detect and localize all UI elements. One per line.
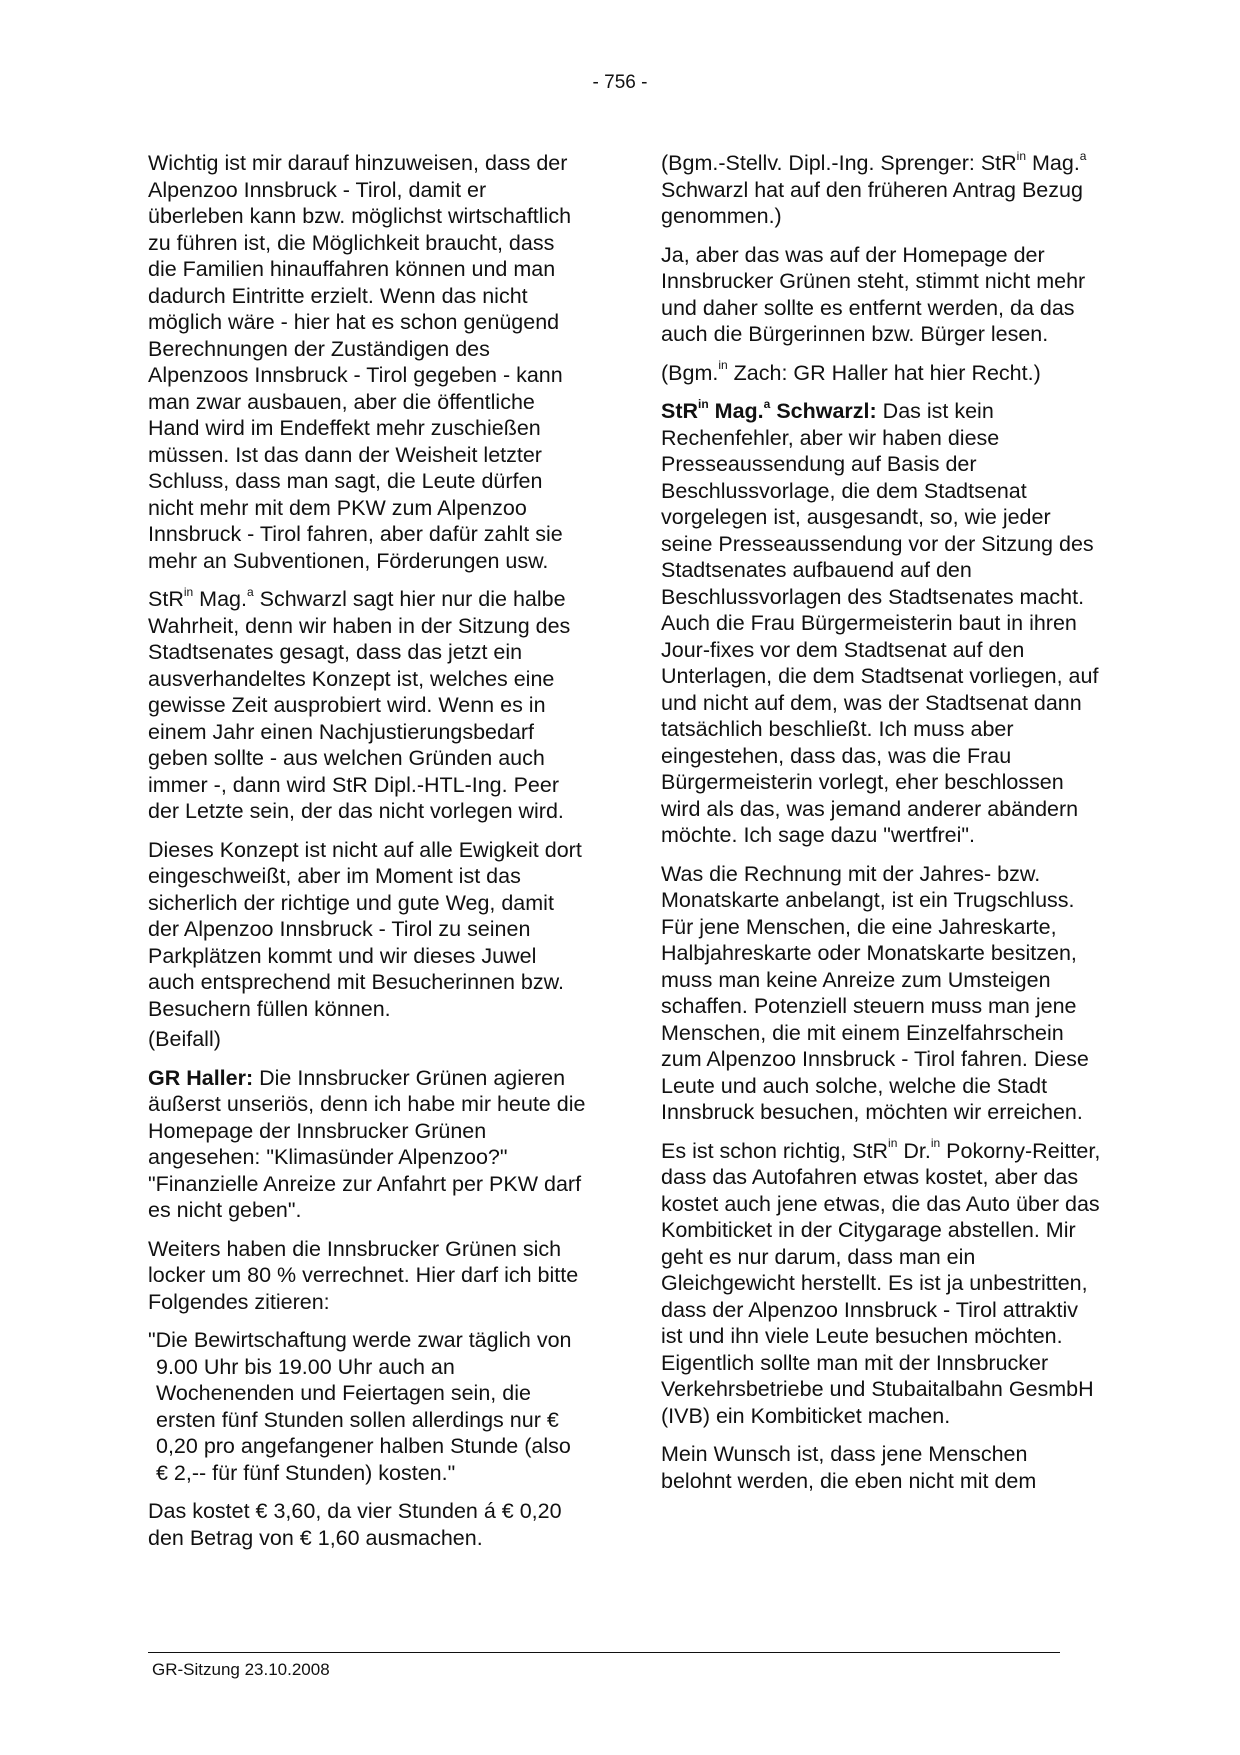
footer-divider [148,1652,1060,1653]
quote: "Die Bewirtschaftung werde zwar täglich von 9.00 Uhr bis 19.00 Uhr auch an Wochenenden und Feiertagen sein, die ersten fünf Stunden sollen allerdings nur € 0,20 pro angefangener halben Stunde (also € 2,-- für fünf Stunden) kosten." [148,1328,572,1485]
paragraph: Ja, aber das was auf der Homepage der Innsbrucker Grünen steht, stimmt nicht mehr und daher sollte es entfernt werden, da das auch die Bürgerinnen bzw. Bürger lesen. [661,242,1086,346]
paragraph: (Bgm.-Stellv. Dipl.-Ing. Sprenger: StR$^{in}$ Mag.$^a$ Schwarzl hat auf den früheren Antrag Bezug genommen.) [661,148,1087,228]
speaker-name: StR$^{in}$ Mag.$^a$ Schwarzl: [661,396,877,423]
right-column [661,150,1101,1506]
paragraph: (Bgm.$^{in}$ Zach: GR Haller hat hier Recht.) [661,358,1041,385]
paragraph: StR$^{in}$ Mag.$^a$ Schwarzl: Das ist kein Rechenfehler, aber wir haben diese Presseaussendung auf Basis der Beschlussvorlage, die dem Stadtsenat vorgelegen ist, ausgesandt, so, wie jeder seine Presseaussendung vor der Sitzung des Stadtsenates aufbauend auf den Beschlussvorlagen des Stadtsenates macht. Auch die Frau Bürgermeisterin baut in ihren Jour-fixes vor dem Stadtsenat auf den Unterlagen, die dem Stadtsenat vorliegen, auf und nicht auf dem, was der Stadtsenat dann tatsächlich beschließt. Ich muss aber eingestehen, dass das, was die Frau Bürgermeisterin vorlegt, eher beschlossen wird als das, was jemand anderer abändern möchte. Ich sage dazu "wertfrei". [661,396,1099,847]
applause-note: (Beifall) [148,1027,221,1051]
paragraph: StR$^{in}$ Mag.$^a$ Schwarzl sagt hier nur die halbe Wahrheit, denn wir haben in der Sitzung des Stadtsenates gesagt, dass das jetzt ein ausverhandeltes Konzept ist, welches eine gewisse Zeit ausprobiert wird. Wenn es in einem Jahr einen Nachjustierungsbedarf geben sollte - aus welchen Gründen auch immer -, dann wird StR Dipl.-HTL-Ing. Peer der Letzte sein, der das nicht vorlegen wird. [148,584,571,823]
paragraph: Weiters haben die Innsbrucker Grünen sich locker um 80 % verrechnet. Hier darf ich bitte Folgendes zitieren: [148,1236,579,1314]
paragraph: Wichtig ist mir darauf hinzuweisen, dass der Alpenzoo Innsbruck - Tirol, damit er überleben kann bzw. möglichst wirtschaftlich zu führen ist, die Möglichkeit braucht, dass die Familien hinauffahren können und man dadurch Eintritte erzielt. Wenn das nicht möglich wäre - hier hat es schon genügend Berechnungen der Zuständigen des Alpenzoos Innsbruck - Tirol gegeben - kann man zwar ausbauen, aber die öffentliche Hand wird im Endeffekt mehr zuschießen müssen. Ist das dann der Weisheit letzter Schluss, dass man sagt, die Leute dürfen nicht mehr mit dem PKW zum Alpenzoo Innsbruck - Tirol fahren, aber dafür zahlt sie mehr an Subventionen, Förderungen usw. [148,151,572,573]
footer-text: GR-Sitzung 23.10.2008 [152,1660,330,1679]
paragraph: Das kostet € 3,60, da vier Stunden á € 0,20 den Betrag von € 1,60 ausmachen. [148,1499,562,1550]
page-number: - 756 - [592,72,648,93]
paragraph: GR Haller: Die Innsbrucker Grünen agieren äußerst unseriös, denn ich habe mir heute die Homepage der Innsbrucker Grünen angesehen: "Klimasünder Alpenzoo?" "Finanzielle Anreize zur Anfahrt per PKW darf es nicht geben". [148,1065,586,1222]
left-column [148,150,586,1563]
paragraph: Es ist schon richtig, StR$^{in}$ Dr.$^{in}$ Pokorny-Reitter, dass das Autofahren etwas kostet, aber das kostet auch jene etwas, die das Auto über das Kombiticket in der Citygarage abstellen. Mir geht es nur darum, dass man ein Gleichgewicht herstellt. Es ist ja unbestritten, dass der Alpenzoo Innsbruck - Tirol attraktiv ist und ihn viele Leute besuchen möchten. Eigentlich sollte man mit der Innsbrucker Verkehrsbetriebe und Stubaitalbahn GesmbH (IVB) ein Kombiticket machen. [661,1136,1101,1428]
paragraph: Mein Wunsch ist, dass jene Menschen belohnt werden, die eben nicht mit dem [661,1442,1037,1493]
paragraph: Dieses Konzept ist nicht auf alle Ewigkeit dort eingeschweißt, aber im Moment ist das sicherlich der richtige und gute Weg, damit der Alpenzoo Innsbruck - Tirol zu seinen Parkplätzen kommt und wir dieses Juwel auch entsprechend mit Besucherinnen bzw. Besuchern füllen können. [148,837,582,1021]
speaker-name: GR Haller: [148,1065,254,1090]
paragraph: Was die Rechnung mit der Jahres- bzw. Monatskarte anbelangt, ist ein Trugschluss. Für jene Menschen, die eine Jahreskarte, Halbjahreskarte oder Monatskarte besitzen, muss man keine Anreize zum Umsteigen schaffen. Potenziell steuern muss man jene Menschen, die mit einem Einzelfahrschein zum Alpenzoo Innsbruck - Tirol fahren. Diese Leute und auch solche, welche die Stadt Innsbruck besuchen, möchten wir erreichen. [661,861,1089,1124]
